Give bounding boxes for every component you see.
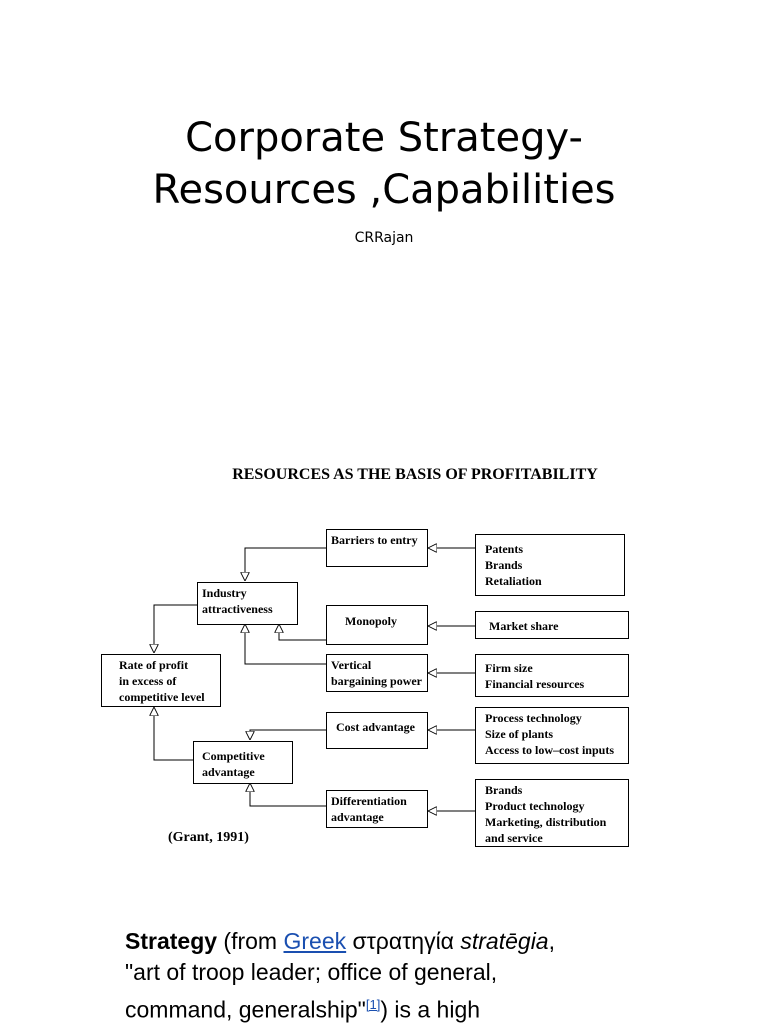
box-text: Retaliation [485, 574, 542, 588]
author-name: CRRajan [354, 230, 414, 246]
reference-link-1[interactable]: [1] [365, 997, 381, 1012]
box-brands-product-technology [475, 779, 629, 847]
arrow-barriers-to-industry [245, 548, 326, 581]
arrow-differentiation-to-competitive [250, 783, 326, 806]
box-text: Brands [485, 558, 523, 572]
box-text: Cost advantage [336, 720, 416, 734]
body-from: (from [217, 928, 284, 954]
box-text: Differentiation [331, 794, 407, 808]
box-text: Rate of profit [119, 658, 189, 672]
box-barriers-to-entry [326, 529, 428, 567]
body-line-2: "art of troop leader; office of general, [125, 959, 498, 985]
link-greek[interactable]: Greek [283, 928, 347, 954]
box-text: Firm size [485, 661, 533, 675]
box-text: Financial resources [485, 677, 585, 691]
box-cost-advantage [326, 712, 428, 749]
body-line-3: command, generalship" [125, 996, 366, 1023]
body-line-3-end: ) is a high [380, 996, 481, 1023]
box-text: Industry [202, 586, 247, 600]
box-text: Patents [485, 542, 523, 556]
slide-title-line-1: Corporate Strategy- [185, 115, 583, 161]
box-text: attractiveness [202, 602, 273, 616]
box-text: bargaining power [331, 674, 423, 688]
box-patents-brands-retaliation [475, 534, 625, 596]
box-text: advantage [331, 810, 384, 824]
body-comma: , [548, 928, 555, 954]
box-text: in excess of [119, 674, 177, 688]
box-text: competitive level [119, 690, 205, 704]
box-text: and service [485, 831, 543, 845]
box-process-technology [475, 707, 629, 764]
box-text: advantage [202, 765, 255, 779]
box-monopoly [326, 605, 428, 645]
transliteration: stratēgia [460, 928, 549, 954]
arrow-cost-to-competitive [250, 730, 326, 740]
box-competitive-advantage [193, 741, 293, 784]
box-text: Process technology [485, 711, 582, 725]
arrow-monopoly-to-industry [279, 624, 326, 640]
arrow-competitive-to-profit [154, 707, 193, 760]
box-text: Market share [489, 619, 559, 633]
box-text: Competitive [202, 749, 265, 763]
arrow-vertical-to-industry [245, 624, 326, 664]
box-text: Monopoly [345, 614, 398, 628]
greek-word: στρατηγία [346, 928, 461, 954]
box-industry-attractiveness [197, 582, 298, 625]
box-text: Marketing, distribution [485, 815, 607, 829]
box-firm-size-financial [475, 654, 629, 697]
diagram-title: RESOURCES AS THE BASIS OF PROFITABILITY [232, 466, 598, 483]
slide-title-line-2: Resources ,Capabilities [152, 167, 616, 213]
box-text: Product technology [485, 799, 585, 813]
strategy-term: Strategy [125, 928, 218, 954]
box-text: Brands [485, 783, 523, 797]
box-differentiation-advantage [326, 790, 428, 828]
strategy-definition [125, 926, 645, 1026]
box-text: Barriers to entry [331, 533, 418, 547]
citation: (Grant, 1991) [168, 830, 249, 845]
box-text: Access to low–cost inputs [485, 743, 614, 757]
arrow-industry-to-profit [154, 605, 197, 653]
box-text: Size of plants [485, 727, 554, 741]
box-market-share [475, 611, 629, 639]
box-vertical-bargaining-power [326, 654, 428, 692]
box-rate-of-profit [101, 654, 221, 707]
reference-sup [366, 993, 380, 1014]
box-text: Vertical [331, 658, 372, 672]
